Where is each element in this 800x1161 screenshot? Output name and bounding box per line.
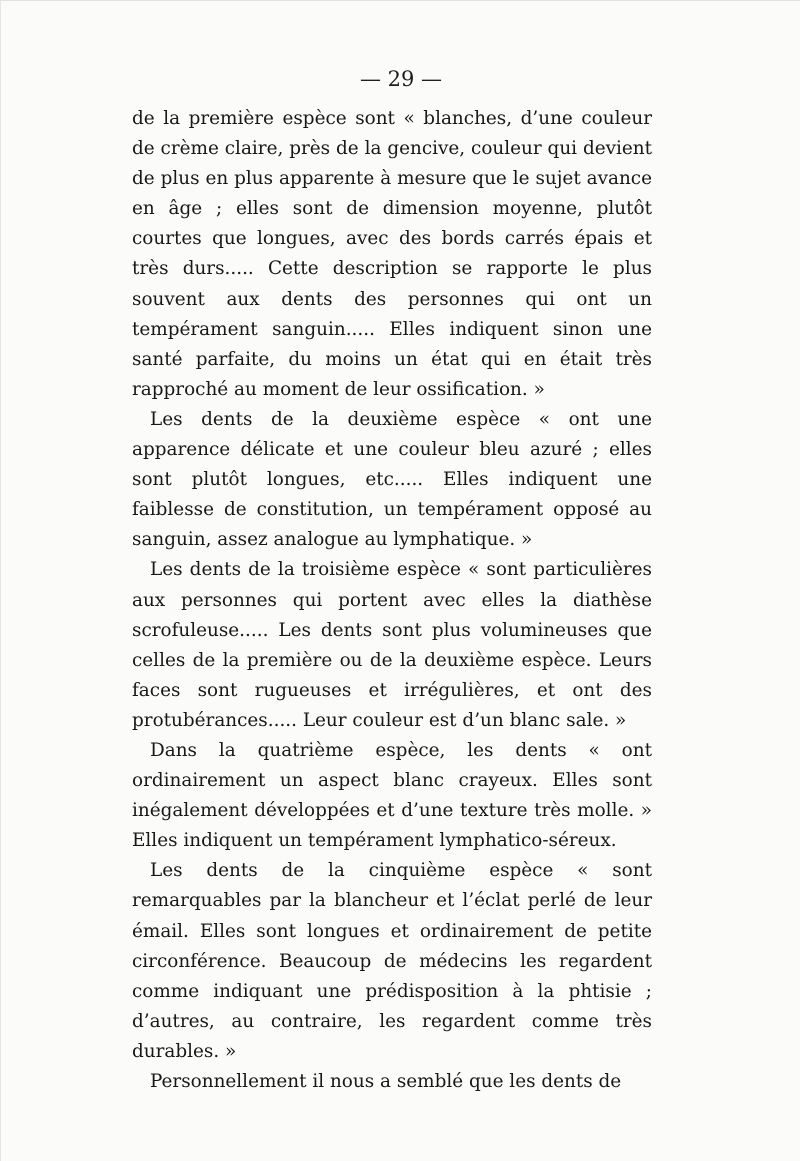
paragraph-6: Personnellement il nous a semblé que les dents de	[150, 1071, 622, 1092]
page-number: — 29 —	[359, 67, 443, 91]
paragraph-3: Les dents de la troisième espèce « sont particulières aux personnes qui portent avec elles la diathèse scrofuleuse..... Les dents sont plus volumineuses que celles de la première ou de la deuxième espèce. Leurs faces sont rugueuses et irrégulières, et ont des protubérances..... Leur couleur est d’un blanc sale. »	[132, 559, 652, 731]
paragraph-1: de la première espèce sont « blanches, d’une couleur de crème claire, près de la gencive, couleur qui devient de plus en plus apparente à mesure que le sujet avance en âge ; elles sont de dimension moyenne, plutôt courtes que longues, avec des bords carrés épais et très durs..... Cette description se rapporte le plus souvent aux dents des personnes qui ont un tempérament sanguin..... Elles indiquent sinon une santé parfaite, du moins un état qui en était très rapproché au moment de leur ossification. »	[132, 108, 652, 400]
paragraph-2: Les dents de la deuxième espèce « ont une apparence délicate et une couleur bleu azuré ; elles sont plutôt longues, etc..... Elles indiquent une faiblesse de constitution, un tempérament opposé au sanguin, assez analogue au lymphatique. »	[132, 408, 652, 551]
body-text	[132, 104, 652, 1097]
paragraph-5: Les dents de la cinquième espèce « sont remarquables par la blancheur et l’éclat perlé de leur émail. Elles sont longues et ordinairement de petite circonférence. Beaucoup de médecins les regardent comme indiquant une prédisposition à la phtisie ; d’autres, au contraire, les regardent comme très durables. »	[132, 860, 652, 1062]
paragraph-4: Dans la quatrième espèce, les dents « ont ordinairement un aspect blanc crayeux. Elles sont inégalement développées et d’une texture très molle. » Elles indiquent un tempérament lymphatico-séreux.	[132, 739, 652, 852]
